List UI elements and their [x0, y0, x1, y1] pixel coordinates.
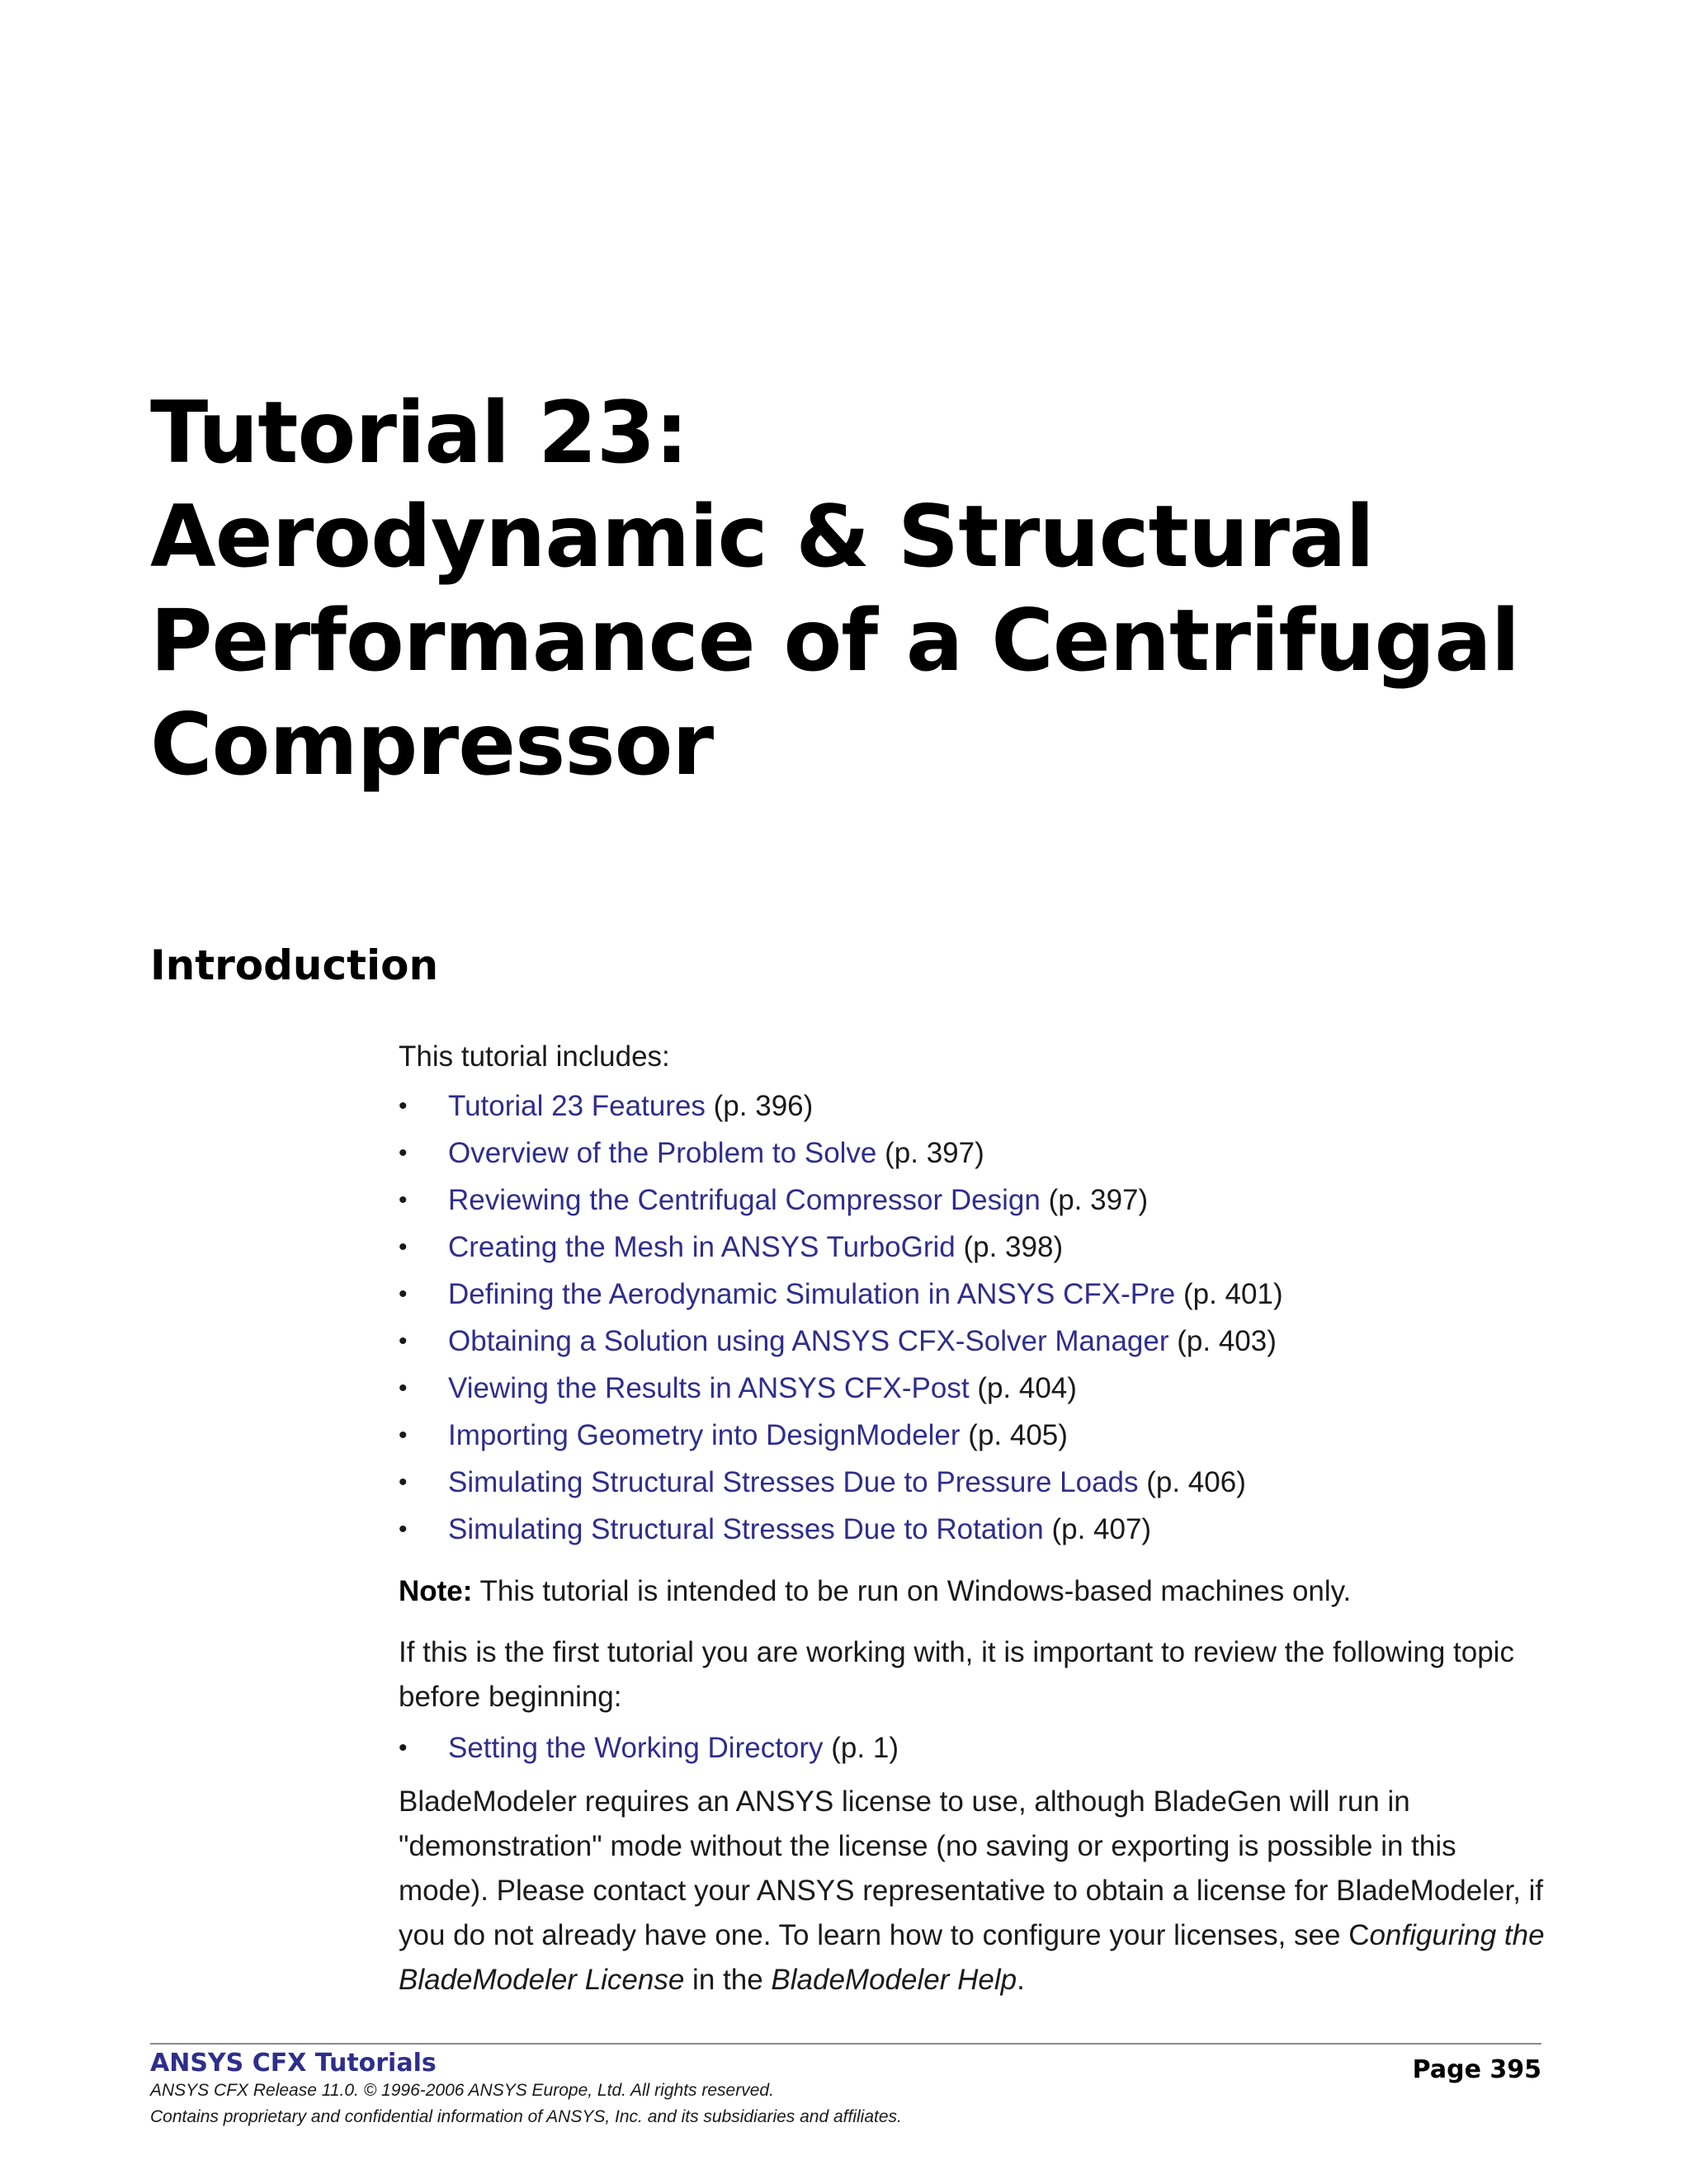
title-line-4: Compressor: [150, 696, 714, 795]
blademodeler-help-ref: BladeModeler Help: [771, 1964, 1017, 1996]
bullet-icon: •: [399, 1469, 408, 1496]
list-item: [399, 1724, 1546, 1771]
toc-link-creating-mesh[interactable]: Creating the Mesh in ANSYS TurboGrid: [448, 1231, 956, 1263]
bullet-icon: •: [399, 1328, 408, 1355]
license-text-end: .: [1017, 1964, 1025, 1996]
list-item: [399, 1271, 1546, 1318]
bullet-icon: •: [399, 1734, 408, 1762]
toc-link-rotation[interactable]: Simulating Structural Stresses Due to Rotation: [448, 1513, 1044, 1545]
note-paragraph: [399, 1569, 1546, 1614]
bullet-icon: •: [399, 1092, 408, 1120]
bullet-icon: •: [399, 1422, 408, 1449]
title-line-1: Tutorial 23:: [150, 384, 688, 483]
license-config-ref: onfiguring the BladeModeler License: [399, 1919, 1545, 1996]
prerequisite-list: [399, 1724, 1546, 1771]
page-ref: (p. 405): [968, 1419, 1068, 1451]
toc-link-viewing-results[interactable]: Viewing the Results in ANSYS CFX-Post: [448, 1372, 970, 1404]
page-ref: (p. 401): [1183, 1278, 1283, 1310]
license-paragraph: [399, 1780, 1546, 2002]
list-item: [399, 1412, 1546, 1459]
introduction-heading: Introduction: [150, 941, 439, 989]
toc-link-reviewing-design[interactable]: Reviewing the Centrifugal Compressor Design: [448, 1184, 1041, 1216]
page-ref: (p. 407): [1051, 1513, 1152, 1545]
page-ref: (p. 1): [831, 1732, 899, 1764]
page-ref: (p. 404): [977, 1372, 1077, 1404]
first-tutorial-paragraph: If this is the first tutorial you are working with, it is important to review the following topic before beginning:: [399, 1636, 1514, 1713]
page-ref: (p. 397): [1048, 1184, 1149, 1216]
bullet-icon: •: [399, 1516, 408, 1543]
list-item: [399, 1130, 1546, 1177]
bullet-icon: •: [399, 1139, 408, 1167]
list-item: [399, 1177, 1546, 1224]
page-ref: (p. 406): [1146, 1466, 1246, 1498]
note-text: This tutorial is intended to be run on Windows-based machines only.: [479, 1575, 1352, 1607]
toc-list: [399, 1083, 1546, 1553]
toc-link-features[interactable]: Tutorial 23 Features: [448, 1090, 706, 1122]
working-directory-link[interactable]: Setting the Working Directory: [448, 1732, 824, 1764]
footer-proprietary: Contains proprietary and confidential information of ANSYS, Inc. and its subsidiaries and affiliates.: [150, 2107, 902, 2126]
list-item: [399, 1224, 1546, 1271]
introduction-body: [399, 1035, 1546, 2002]
footer-title: ANSYS CFX Tutorials: [150, 2049, 437, 2078]
list-item: [399, 1365, 1546, 1412]
title-line-3: Performance of a Centrifugal: [150, 592, 1520, 691]
bullet-icon: •: [399, 1375, 408, 1402]
page-ref: (p. 396): [713, 1090, 814, 1122]
bullet-icon: •: [399, 1234, 408, 1261]
footer-divider: [150, 2043, 1541, 2045]
page-ref: (p. 398): [963, 1231, 1064, 1263]
title-line-2: Aerodynamic & Structural: [150, 488, 1374, 587]
list-item: [399, 1506, 1546, 1553]
toc-link-importing-geometry[interactable]: Importing Geometry into DesignModeler: [448, 1419, 961, 1451]
list-item: [399, 1083, 1546, 1130]
footer-copyright: ANSYS CFX Release 11.0. © 1996-2006 ANSYS Europe, Ltd. All rights reserved.: [150, 2081, 774, 2100]
page-ref: (p. 403): [1177, 1325, 1277, 1357]
toc-link-obtaining-solution[interactable]: Obtaining a Solution using ANSYS CFX-Solver Manager: [448, 1325, 1169, 1357]
list-item: [399, 1318, 1546, 1365]
toc-link-defining-simulation[interactable]: Defining the Aerodynamic Simulation in ANSYS CFX-Pre: [448, 1278, 1176, 1310]
bullet-icon: •: [399, 1281, 408, 1308]
page-number: Page 395: [1412, 2055, 1541, 2084]
page-ref: (p. 397): [885, 1137, 984, 1169]
toc-link-pressure-loads[interactable]: Simulating Structural Stresses Due to Pressure Loads: [448, 1466, 1139, 1498]
license-text-middle: in the: [684, 1964, 772, 1996]
intro-text: This tutorial includes:: [399, 1040, 670, 1073]
license-text: BladeModeler requires an ANSYS license to use, although BladeGen will run in "demonstration" mode without the license (no saving or exporting is possible in this mode). Please contact your ANSYS representative to obtain a license for BladeModeler, if you do not already have one. To learn how to configure your licenses, see C: [399, 1785, 1544, 1951]
note-label: Note:: [399, 1575, 473, 1607]
bullet-icon: •: [399, 1186, 408, 1214]
toc-link-overview[interactable]: Overview of the Problem to Solve: [448, 1137, 877, 1169]
list-item: [399, 1459, 1546, 1506]
tutorial-title: [150, 381, 1603, 797]
